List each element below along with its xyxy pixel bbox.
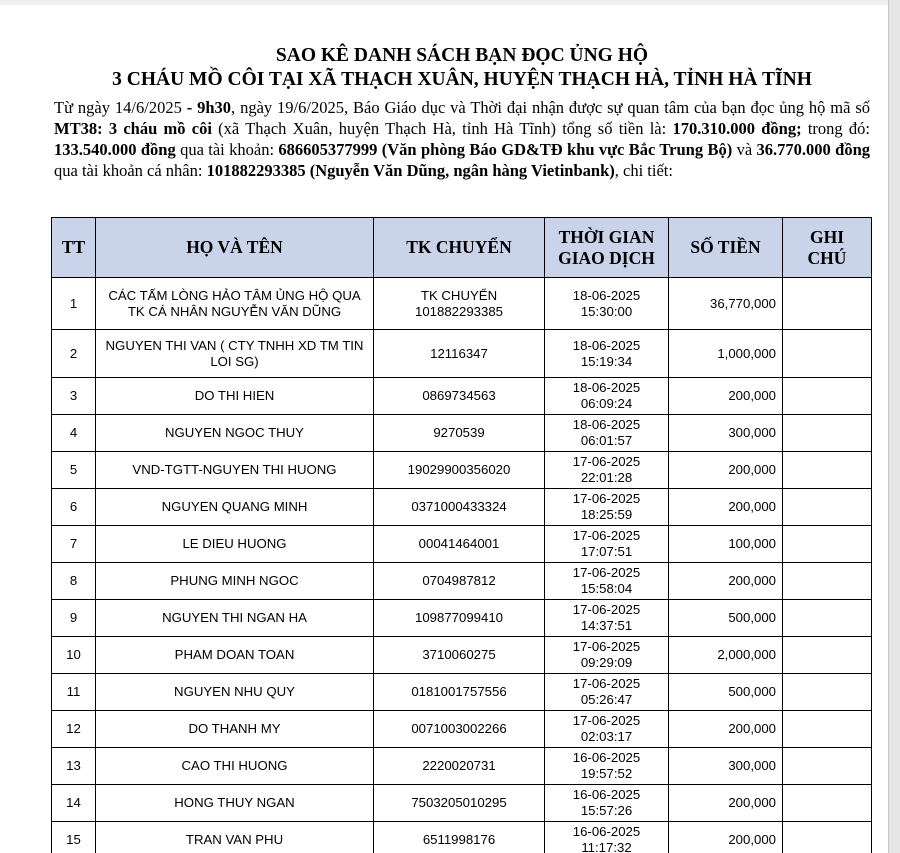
cell-account: 9270539 — [374, 415, 545, 452]
cell-date: 17-06-2025 — [572, 676, 641, 691]
cell-name: NGUYEN NGOC THUY — [96, 415, 374, 452]
cell-name: PHUNG MINH NGOC — [96, 563, 374, 600]
cell-note — [783, 526, 872, 563]
header-tt: TT — [52, 218, 96, 278]
cell-note — [783, 600, 872, 637]
total-amount: 170.310.000 đồng; — [672, 119, 802, 138]
cell-amount: 300,000 — [669, 748, 783, 785]
table-header-row — [52, 218, 872, 278]
cell-tt: 7 — [52, 526, 96, 563]
cell-tt: 6 — [52, 489, 96, 526]
cell-time — [545, 674, 669, 711]
cell-account: 19029900356020 — [374, 452, 545, 489]
cell-name: DO THI HIEN — [96, 378, 374, 415]
table-row — [52, 674, 872, 711]
cell-clock: 18:25:59 — [580, 507, 633, 522]
cell-name: NGUYEN NHU QUY — [96, 674, 374, 711]
cell-name: NGUYEN THI VAN ( CTY TNHH XD TM TIN LOI SG) — [96, 330, 374, 378]
intro-text: , ngày 19/6/2025, Báo Giáo dục và Thời đại nhận được sự quan tâm của bạn đọc ủng hộ mã số — [231, 98, 870, 117]
cell-amount: 200,000 — [669, 785, 783, 822]
cell-account: 6511998176 — [374, 822, 545, 853]
intro-text: trong đó: — [801, 119, 870, 138]
cell-time — [545, 748, 669, 785]
cell-tt: 14 — [52, 785, 96, 822]
cell-date: 17-06-2025 — [572, 639, 641, 654]
cell-tt: 10 — [52, 637, 96, 674]
cell-account: 0704987812 — [374, 563, 545, 600]
header-note-line1: GHI — [809, 226, 845, 247]
cell-clock: 15:58:04 — [580, 581, 633, 596]
header-note — [783, 218, 872, 278]
cell-date: 16-06-2025 — [572, 787, 641, 802]
cell-clock: 06:01:57 — [580, 433, 633, 448]
cell-amount: 200,000 — [669, 452, 783, 489]
cell-time — [545, 637, 669, 674]
cell-clock: 15:19:34 — [580, 353, 633, 369]
cell-clock: 06:09:24 — [580, 396, 633, 411]
page-top-edge — [0, 0, 900, 5]
cell-name: PHAM DOAN TOAN — [96, 637, 374, 674]
table-row — [52, 600, 872, 637]
cell-time — [545, 822, 669, 853]
cell-date: 17-06-2025 — [572, 602, 641, 617]
cell-amount: 200,000 — [669, 711, 783, 748]
header-note-line2: CHÚ — [807, 247, 847, 268]
cell-account: 00041464001 — [374, 526, 545, 563]
document-subtitle: 3 CHÁU MỒ CÔI TẠI XÃ THẠCH XUÂN, HUYỆN THẠCH HÀ, TỈNH HÀ TĨNH — [112, 69, 812, 90]
cell-clock: 05:26:47 — [580, 692, 633, 707]
table-row — [52, 330, 872, 378]
cell-time — [545, 415, 669, 452]
cell-account: 7503205010295 — [374, 785, 545, 822]
table-row — [52, 748, 872, 785]
campaign-code: MT38: 3 cháu mồ côi — [54, 119, 212, 138]
table-row — [52, 526, 872, 563]
cell-name: LE DIEU HUONG — [96, 526, 374, 563]
cell-name: VND-TGTT-NGUYEN THI HUONG — [96, 452, 374, 489]
cell-tt: 2 — [52, 330, 96, 378]
cell-tt: 9 — [52, 600, 96, 637]
cell-amount: 2,000,000 — [669, 637, 783, 674]
cell-time — [545, 330, 669, 378]
header-name: HỌ VÀ TÊN — [96, 218, 374, 278]
cell-time — [545, 711, 669, 748]
cell-clock: 14:37:51 — [580, 618, 633, 633]
document-header — [54, 44, 870, 181]
cell-time — [545, 785, 669, 822]
cell-note — [783, 415, 872, 452]
cell-note — [783, 822, 872, 853]
cell-note — [783, 637, 872, 674]
cell-clock: 15:30:00 — [580, 303, 633, 319]
cell-clock: 17:07:51 — [580, 544, 633, 559]
cell-name: CÁC TẤM LÒNG HẢO TÂM ỦNG HỘ QUA TK CÁ NHÂN NGUYỄN VĂN DŨNG — [96, 278, 374, 330]
cell-amount: 200,000 — [669, 563, 783, 600]
office-amount: 133.540.000 đồng — [54, 140, 176, 159]
donation-table — [51, 217, 872, 853]
cell-amount: 500,000 — [669, 674, 783, 711]
scrollbar-track[interactable] — [888, 0, 900, 853]
intro-text: (xã Thạch Xuân, huyện Thạch Hà, tỉnh Hà Tĩnh) tổng số tiền là: — [211, 119, 673, 138]
cell-note — [783, 785, 872, 822]
cell-account: 0869734563 — [374, 378, 545, 415]
cell-note — [783, 378, 872, 415]
office-account: 686605377999 (Văn phòng Báo GD&TĐ khu vực Bắc Trung Bộ) — [278, 140, 733, 159]
intro-text: , chi tiết: — [614, 161, 673, 180]
intro-text: qua tài khoản cá nhân: — [54, 161, 207, 180]
intro-text: và — [732, 140, 757, 159]
cell-tt: 3 — [52, 378, 96, 415]
cell-amount: 300,000 — [669, 415, 783, 452]
cell-tt: 8 — [52, 563, 96, 600]
cell-tt: 11 — [52, 674, 96, 711]
cell-name: CAO THI HUONG — [96, 748, 374, 785]
cell-time — [545, 278, 669, 330]
cell-time — [545, 452, 669, 489]
cell-date: 18-06-2025 — [572, 287, 641, 303]
personal-account: 101882293385 (Nguyễn Văn Dũng, ngân hàng Vietinbank) — [206, 161, 615, 180]
cell-tt: 12 — [52, 711, 96, 748]
cell-date: 17-06-2025 — [572, 713, 641, 728]
header-account: TK CHUYỂN — [374, 218, 545, 278]
cell-time — [545, 378, 669, 415]
cell-account: TK CHUYỂN 101882293385 — [374, 278, 545, 330]
cell-amount: 36,770,000 — [669, 278, 783, 330]
cell-name: NGUYEN QUANG MINH — [96, 489, 374, 526]
table-row — [52, 452, 872, 489]
header-amount: SỐ TIỀN — [669, 218, 783, 278]
cell-date: 18-06-2025 — [572, 417, 641, 432]
cell-tt: 15 — [52, 822, 96, 853]
cell-name: NGUYEN THI NGAN HA — [96, 600, 374, 637]
cell-amount: 200,000 — [669, 378, 783, 415]
cell-account: 2220020731 — [374, 748, 545, 785]
cell-date: 17-06-2025 — [572, 528, 641, 543]
cell-clock: 11:17:32 — [581, 840, 632, 853]
cell-tt: 4 — [52, 415, 96, 452]
cell-time — [545, 600, 669, 637]
cell-note — [783, 278, 872, 330]
intro-paragraph — [54, 97, 870, 181]
cell-date: 18-06-2025 — [572, 337, 641, 353]
cell-note — [783, 563, 872, 600]
cell-account: 0181001757556 — [374, 674, 545, 711]
cell-amount: 100,000 — [669, 526, 783, 563]
cell-amount: 200,000 — [669, 822, 783, 853]
cell-clock: 15:57:26 — [580, 803, 633, 818]
cell-date: 17-06-2025 — [572, 454, 641, 469]
cell-date: 16-06-2025 — [572, 750, 641, 765]
intro-text: qua tài khoản: — [175, 140, 279, 159]
cell-clock: 22:01:28 — [580, 470, 633, 485]
table-row — [52, 415, 872, 452]
cell-date: 18-06-2025 — [572, 380, 641, 395]
cell-account: 12116347 — [374, 330, 545, 378]
cell-note — [783, 452, 872, 489]
cell-note — [783, 674, 872, 711]
document-title: SAO KÊ DANH SÁCH BẠN ĐỌC ỦNG HỘ — [275, 45, 649, 66]
cell-date: 17-06-2025 — [572, 565, 641, 580]
header-time-line1: THỜI GIAN — [558, 226, 655, 247]
cell-account: 0071003002266 — [374, 711, 545, 748]
intro-bold: - 9h30 — [186, 98, 232, 117]
cell-name: DO THANH MY — [96, 711, 374, 748]
header-time-line2: GIAO DỊCH — [558, 247, 655, 268]
cell-note — [783, 711, 872, 748]
table-row — [52, 785, 872, 822]
cell-account: 109877099410 — [374, 600, 545, 637]
cell-time — [545, 563, 669, 600]
cell-clock: 02:03:17 — [580, 729, 633, 744]
cell-name: TRAN VAN PHU — [96, 822, 374, 853]
cell-time — [545, 526, 669, 563]
table-row — [52, 711, 872, 748]
cell-tt: 5 — [52, 452, 96, 489]
cell-time — [545, 489, 669, 526]
table-row — [52, 637, 872, 674]
cell-amount: 500,000 — [669, 600, 783, 637]
cell-amount: 1,000,000 — [669, 330, 783, 378]
personal-amount: 36.770.000 đồng — [756, 140, 870, 159]
table-row — [52, 378, 872, 415]
table-row — [52, 563, 872, 600]
cell-note — [783, 330, 872, 378]
cell-name: HONG THUY NGAN — [96, 785, 374, 822]
header-time — [545, 218, 669, 278]
cell-note — [783, 489, 872, 526]
cell-amount: 200,000 — [669, 489, 783, 526]
cell-clock: 19:57:52 — [580, 766, 633, 781]
cell-tt: 1 — [52, 278, 96, 330]
cell-date: 16-06-2025 — [572, 824, 641, 839]
cell-clock: 09:29:09 — [580, 655, 633, 670]
table-row — [52, 278, 872, 330]
cell-tt: 13 — [52, 748, 96, 785]
cell-account: 3710060275 — [374, 637, 545, 674]
table-row — [52, 489, 872, 526]
intro-text: Từ ngày 14/6/2025 — [54, 98, 187, 117]
cell-note — [783, 748, 872, 785]
table-row — [52, 822, 872, 853]
cell-date: 17-06-2025 — [572, 491, 641, 506]
cell-account: 0371000433324 — [374, 489, 545, 526]
